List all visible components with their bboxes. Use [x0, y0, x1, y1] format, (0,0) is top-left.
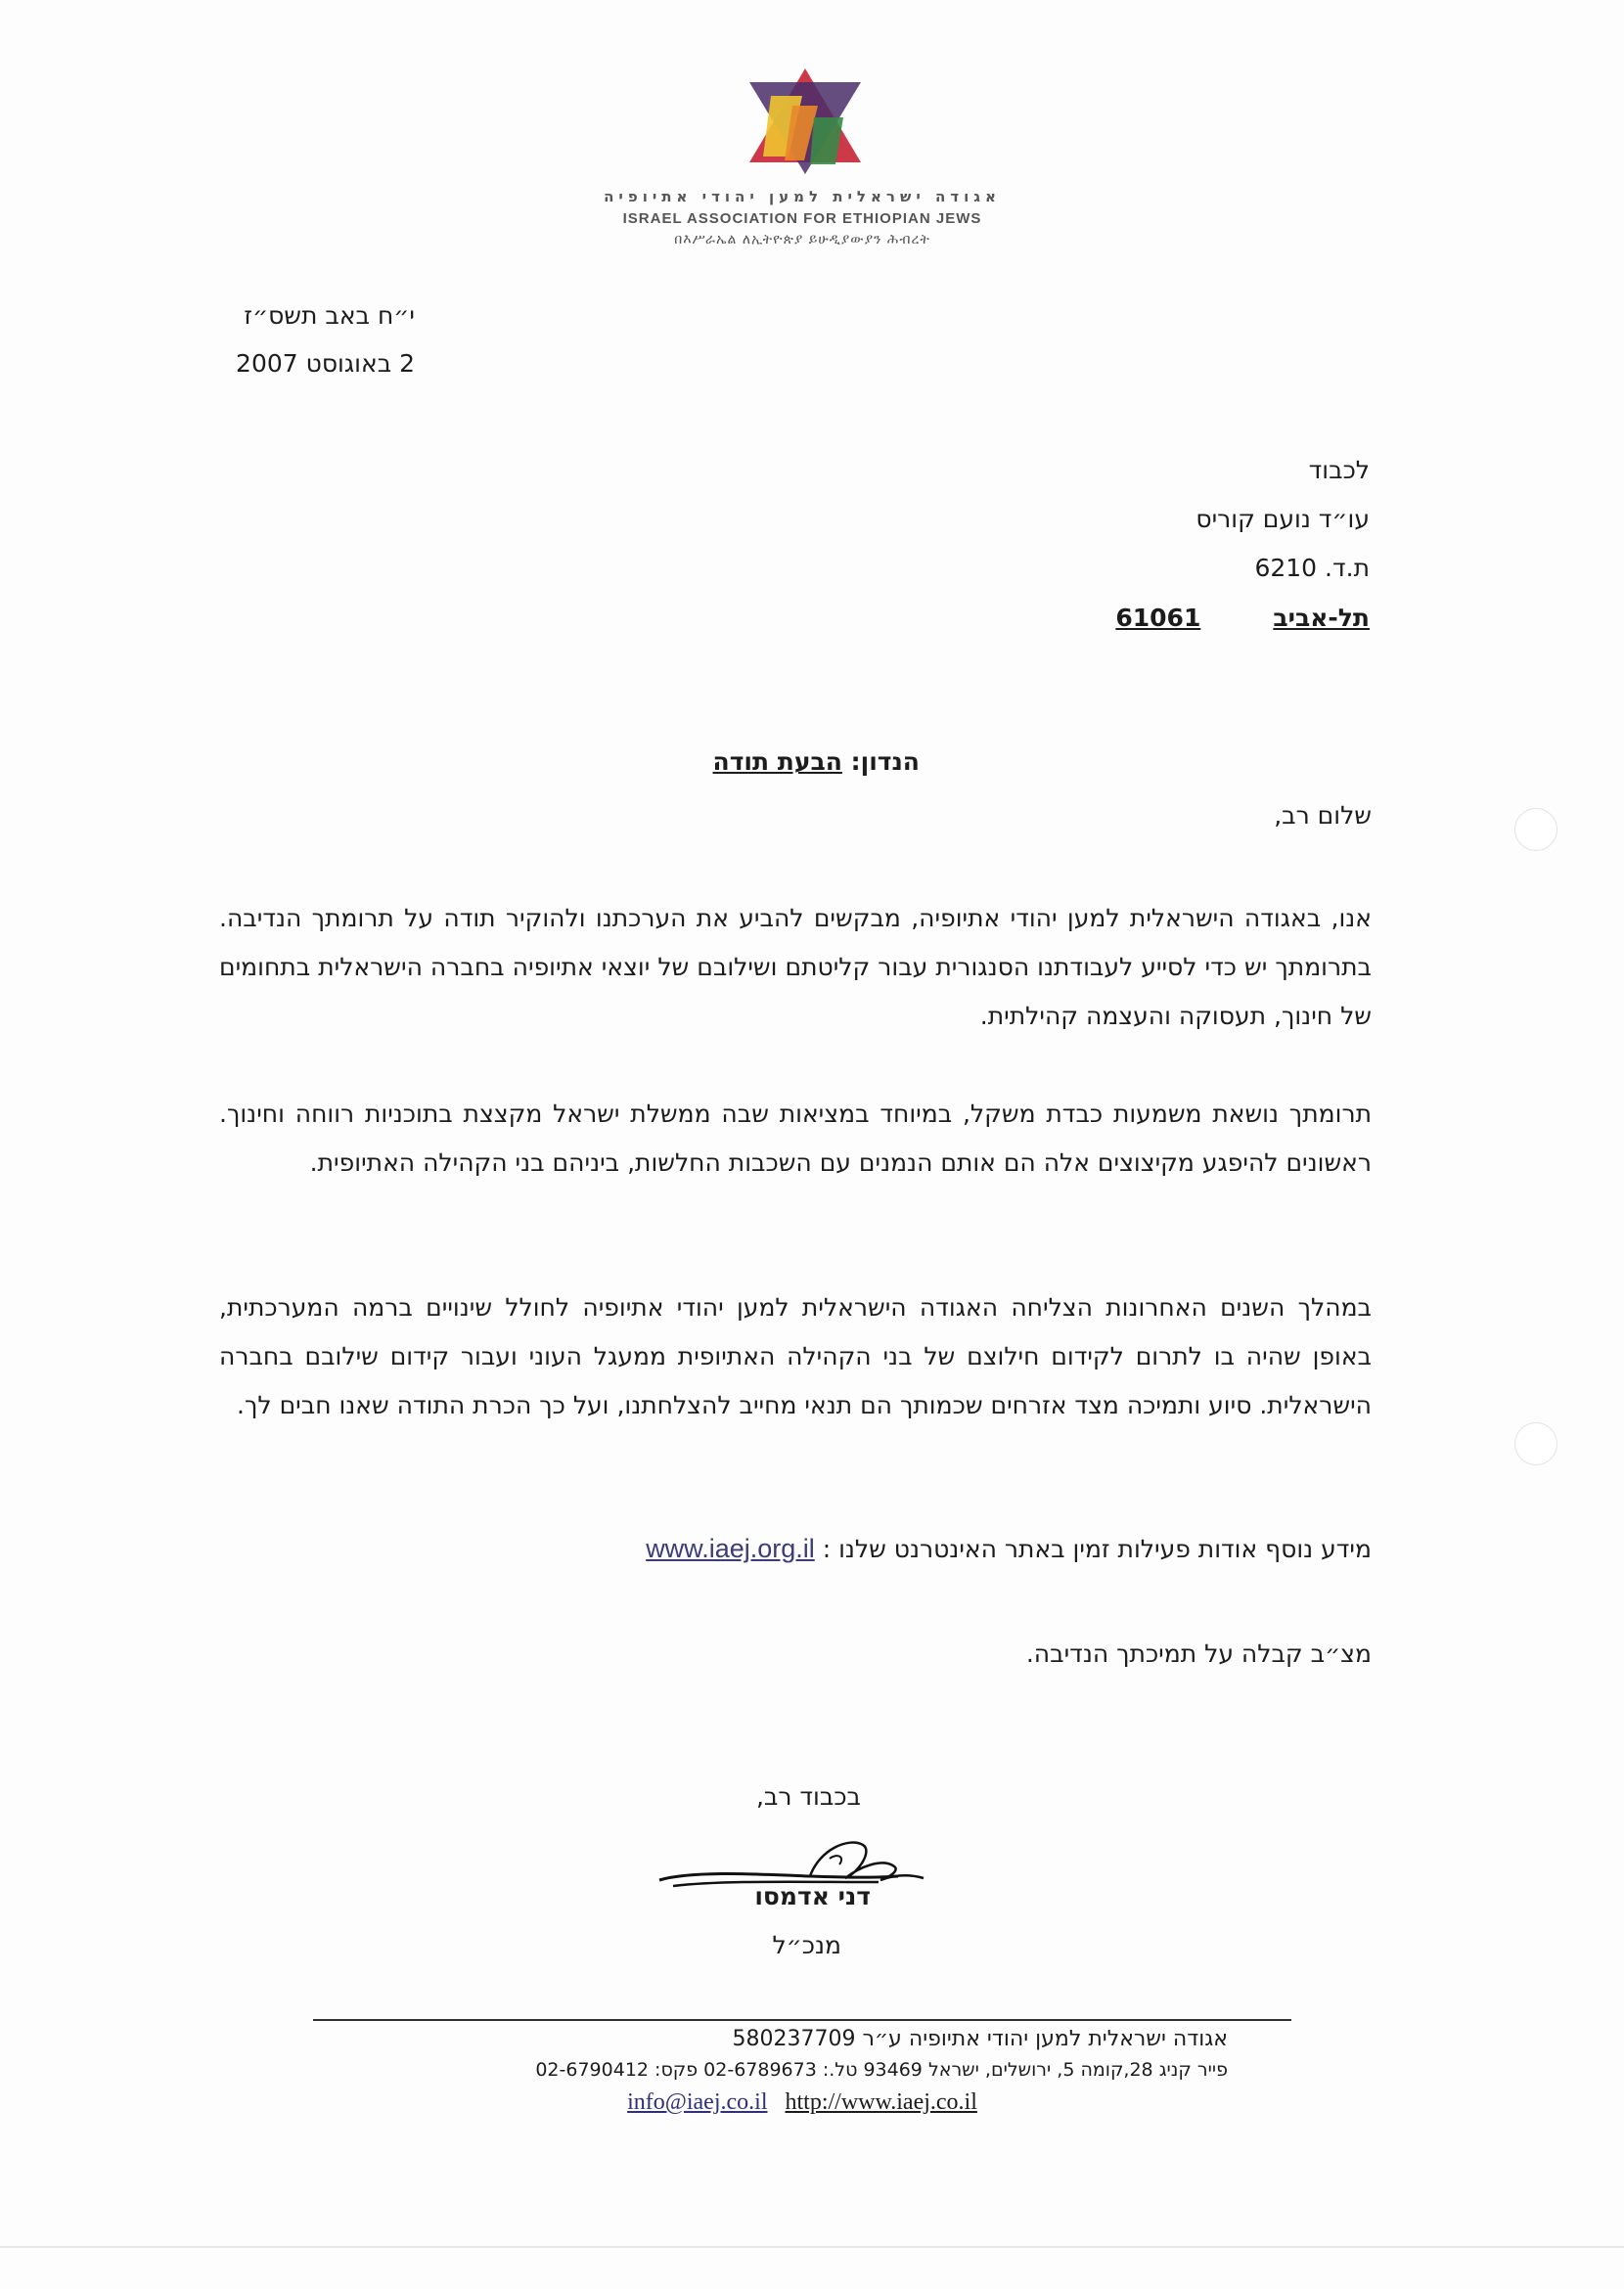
website-link[interactable]: www.iaej.org.il	[646, 1534, 815, 1563]
subject-label: הנדון:	[850, 747, 920, 776]
footer-links	[548, 2089, 1057, 2116]
date-hebrew: י״ח באב תשס״ז	[244, 301, 415, 330]
date-gregorian: 2 באוגוסט 2007	[236, 349, 415, 378]
recipient-po-box: ת.ד. 6210	[1254, 554, 1370, 582]
website-line	[632, 1534, 1372, 1564]
footer-divider	[313, 2019, 1291, 2021]
body-paragraph: במהלך השנים האחרונות הצליחה האגודה הישראלית למען יהודי אתיופיה לחולל שינויים ברמה המערכתית, באופן שהיה בו לתרום לקידום חילוצם של בני הקהילה האתיופית ממעגל העוני ועבור קידום שילובם בחברה הישראלית. סיוע ותמיכה מצד אזרחים שכמותך הם תנאי מחייב להצלחתנו, ועל כך הכרת התודה שאנו חבים לך.	[219, 1293, 1372, 1419]
organization-logo	[742, 67, 869, 176]
greeting: שלום רב,	[1274, 801, 1372, 830]
recipient-salutation: לכבוד	[1308, 456, 1370, 484]
recipient-city-line	[1115, 604, 1370, 632]
recipient-city: תל-אביב	[1273, 604, 1370, 632]
scan-edge-line	[0, 2246, 1624, 2248]
subject-line	[489, 747, 920, 776]
receipt-line: מצ״ב קבלה על תמיכתך הנדיבה.	[1025, 1639, 1372, 1668]
footer-address-line: פייר קניג 28,קומה 5, ירושלים, ישראל 93469 טל.: 02-6789673 פקס: 02-6790412	[535, 2059, 1228, 2081]
recipient-name: עו״ד נועם קוריס	[1195, 505, 1370, 533]
signer-name: דני אדמסו	[754, 1882, 871, 1910]
letterhead-org-english: ISRAEL ASSOCIATION FOR ETHIOPIAN JEWS	[622, 210, 982, 227]
footer-org-line: אגודה ישראלית למען יהודי אתיופיה ע״ר 580237709	[732, 2027, 1228, 2051]
punch-hole-mark	[1514, 808, 1557, 851]
recipient-zip: 61061	[1115, 604, 1201, 632]
closing: בכבוד רב,	[755, 1782, 861, 1811]
subject-value: הבעת תודה	[712, 747, 842, 776]
letterhead-org-amharic: በእሥራኤል ለኢትዮጵያ ይሁዲያውያን ሕብረት	[674, 232, 930, 247]
body-paragraph: תרומתך נושאת משמעות כבדת משקל, במיוחד במציאות שבה ממשלת ישראל מקצצת בתוכניות רווחה וחינוך. ראשונים להיפגע מקיצוצים אלה הם אותם הנמנים עם השכבות החלשות, ביניהם בני הקהילה האתיופית.	[219, 1100, 1372, 1177]
punch-hole-mark	[1514, 1422, 1557, 1465]
footer-website-link[interactable]: http://www.iaej.co.il	[785, 2089, 977, 2115]
letterhead-org-hebrew: אגודה ישראלית למען יהודי אתיופיה	[604, 188, 1001, 205]
website-line-text: מידע נוסף אודות פעילות זמין באתר האינטרנט שלנו :	[822, 1535, 1372, 1563]
footer-email-link[interactable]: info@iaej.co.il	[627, 2089, 768, 2115]
body-paragraph: אנו, באגודה הישראלית למען יהודי אתיופיה, מבקשים להביע את הערכתנו ולהוקיר תודה על תרומתך הנדיבה. בתרומתך יש כדי לסייע לעבודתנו הסנגורית עבור קליטתם ושילובם של יוצאי אתיופיה בחברה הישראלית בתחומים של חינוך, תעסוקה והעצמה קהילתית.	[219, 904, 1372, 1030]
signer-title: מנכ״ל	[772, 1931, 841, 1959]
